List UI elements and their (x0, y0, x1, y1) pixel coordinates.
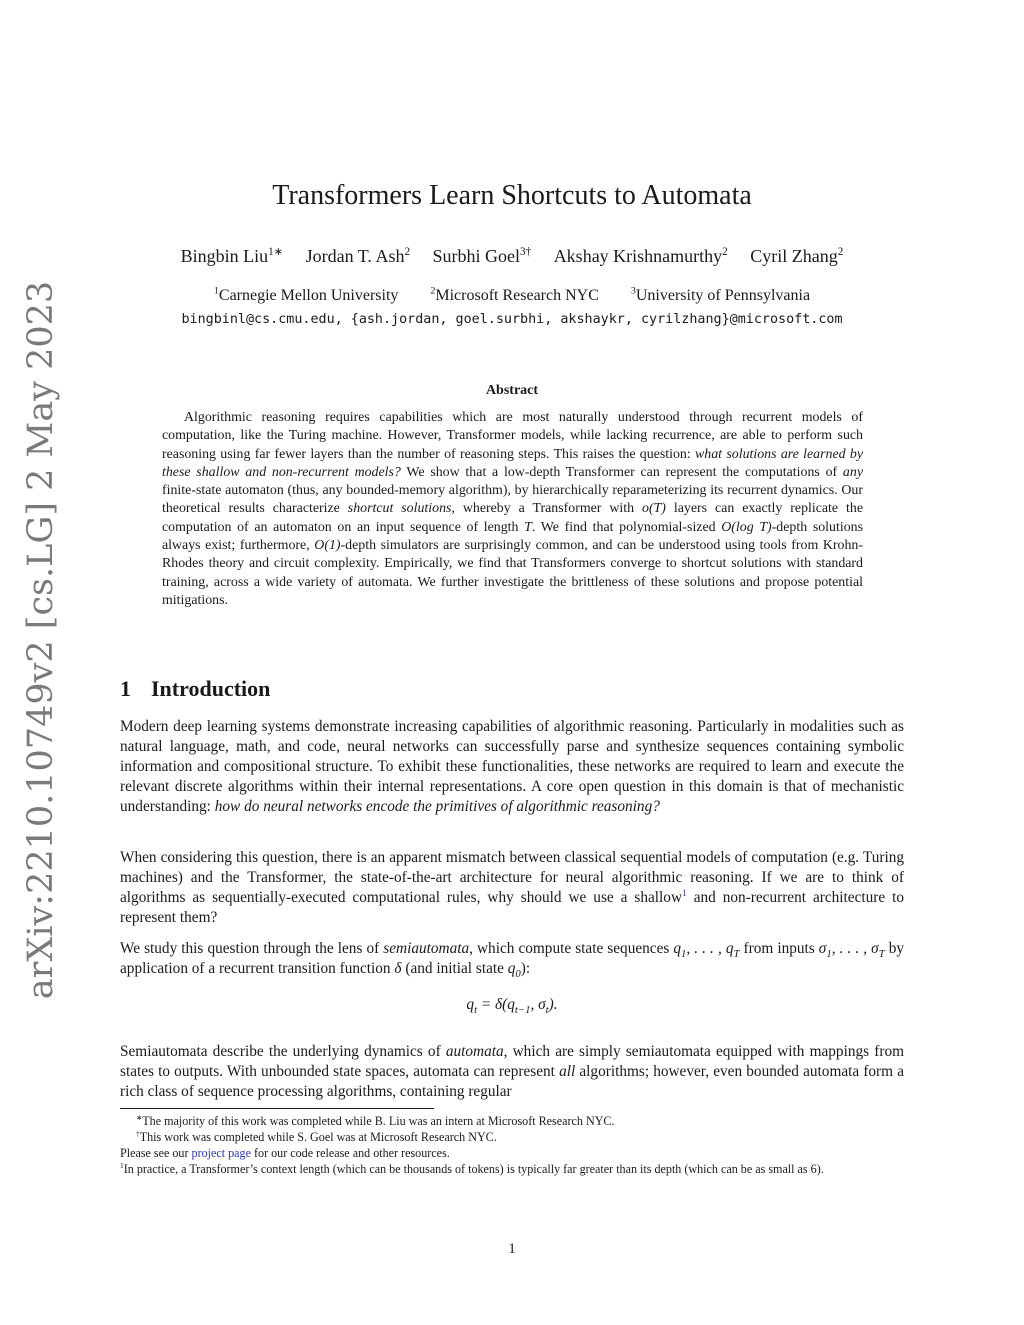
arxiv-identifier: arXiv:2210.10749v2 [cs.LG] 2 May 2023 (21, 280, 61, 1000)
section-heading: 1 Introduction (120, 676, 271, 701)
project-page-link[interactable]: project page (191, 1146, 251, 1160)
footnote-project: Please see our project page for our code release and other resources. (120, 1146, 450, 1160)
equation: $q_t = \delta(q_{t-1}$, $\sigma_t$). (466, 996, 558, 1017)
author: Bingbin Liu$^{1∗}$ (180, 246, 284, 266)
affiliation: $^2$Microsoft Research NYC (430, 285, 599, 304)
author: Jordan T. Ash$^2$ (305, 246, 411, 266)
paper-title: Transformers Learn Shortcuts to Automata (272, 180, 752, 211)
intro-paragraph-3: We study this question through the lens of semiautomata, which compute state sequences $q_1$, . . . , $q_T$ from inputs $\sigma_1$, . . . , $\sigma_T$ by application of a recurrent transition function δ (and initial state $q_0$): (120, 940, 905, 981)
affiliation: $^1$Carnegie Mellon University (213, 285, 399, 304)
intro-paragraph-2: When considering this question, there is an apparent mismatch between classical sequential models of computation (e.g. Turing machines) and the Transformer, the state-of-the-art architecture for neural algorithmic reasoning. If we are to think of algorithms as sequentially-executed computational rules, why should we use a shallow$^1$ and non-recurrent architecture to represent them? (120, 849, 904, 927)
author: Akshay Krishnamurthy$^2$ (553, 246, 728, 266)
affiliation: $^3$University of Pennsylvania (630, 285, 811, 304)
footnote-dagger: †This work was completed while S. Goel was at Microsoft Research NYC. (136, 1128, 497, 1144)
footnote-1: $^1$In practice, a Transformer’s context length (which can be thousands of tokens) is typically far greater than its depth (which can be as small as 6). (120, 1160, 824, 1176)
affiliation-list (0, 287, 1024, 305)
author: Surbhi Goel$^{3\dagger}$ (432, 246, 532, 266)
abstract-heading: Abstract (485, 383, 539, 398)
footnote-rule (120, 1108, 434, 1109)
page-number: 1 (508, 1241, 516, 1257)
intro-paragraph-1: Modern deep learning systems demonstrate increasing capabilities of algorithmic reasoning. Particularly in modalities such as natural language, math, and code, neural networks can successfully parse and synthesize sequences containing symbolic information and compositional structure. To exhibit these functionalities, these networks are required to learn and execute the relevant discrete algorithms within their internal representations. A core open question in this domain is that of mechanistic understanding: how do neural networks encode the primitives of algorithmic reasoning? (120, 718, 904, 816)
author-list (0, 246, 1024, 267)
author-emails: bingbinl@cs.cmu.edu, {ash.jordan, goel.surbhi, akshaykr, cyrilzhang}@microsoft.com (181, 312, 843, 327)
footnote-star: ∗The majority of this work was completed while B. Liu was an intern at Microsoft Research NYC. (136, 1112, 615, 1128)
author: Cyril Zhang$^2$ (750, 246, 844, 266)
footnote-ref-1[interactable]: 1 (682, 889, 687, 900)
abstract-body: Algorithmic reasoning requires capabilities which are most naturally understood through recurrent models of computation, like the Turing machine. However, Transformer models, while lacking recurrence, are able to perform such reasoning using far fewer layers than the number of reasoning steps. This raises the question: what solutions are learned by these shallow and non-recurrent models? We show that a low-depth Transformer can represent the computations of any finite-state automaton (thus, any bounded-memory algorithm), by hierarchically reparameterizing its recurrent dynamics. Our theoretical results characterize shortcut solutions, whereby a Transformer with o(T) layers can exactly replicate the computation of an automaton on an input sequence of length T. We find that polynomial-sized O(log T)-depth solutions always exist; furthermore, O(1)-depth simulators are surprisingly common, and can be understood using tools from Krohn-Rhodes theory and circuit complexity. Empirically, we find that Transformers converge to shortcut solutions with standard training, across a wide variety of automata. We further investigate the brittleness of these solutions and propose potential mitigations. (162, 410, 863, 608)
intro-paragraph-4: Semiautomata describe the underlying dynamics of automata, which are simply semiautomata equipped with mappings from states to outputs. With unbounded state spaces, automata can represent all algorithms; however, even bounded automata form a rich class of sequence processing algorithms, containing regular (120, 1043, 904, 1101)
